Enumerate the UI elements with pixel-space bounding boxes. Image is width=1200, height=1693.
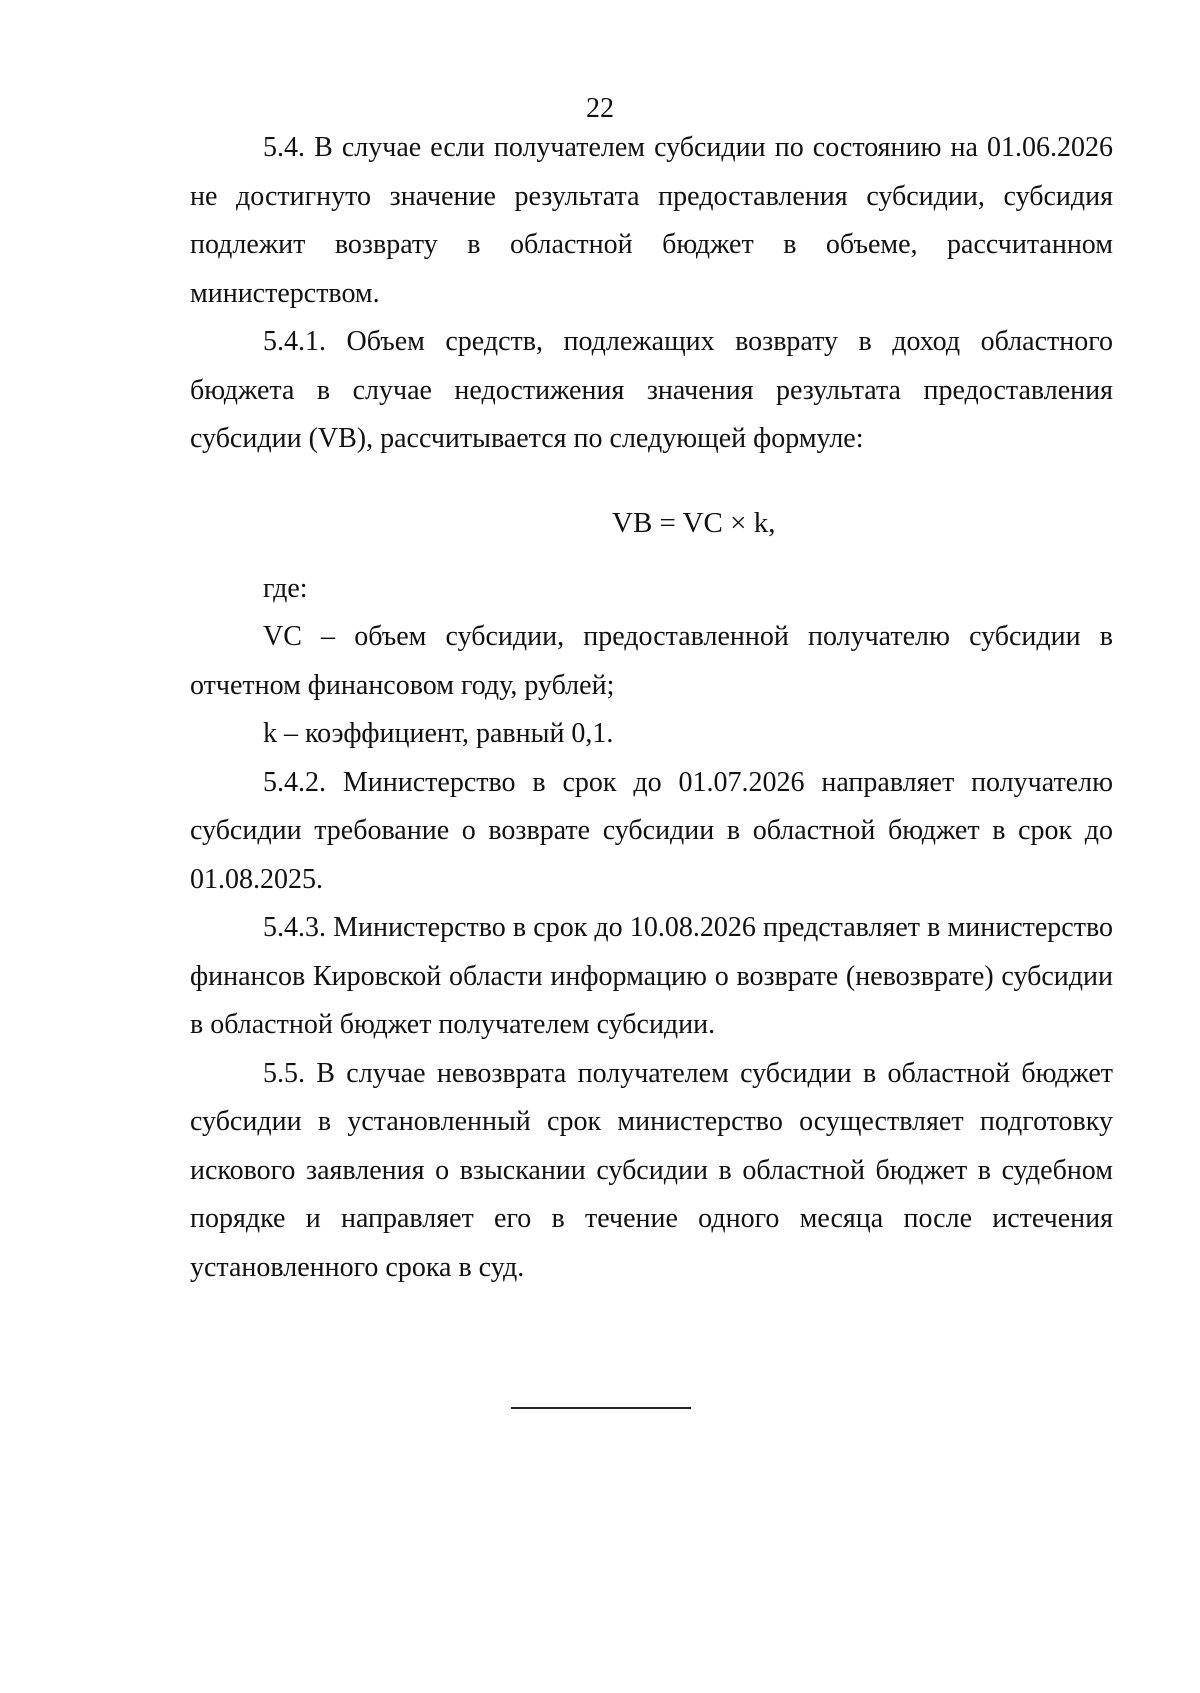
end-separator-line <box>511 1407 691 1409</box>
paragraph-5-4-3: 5.4.3. Министерство в срок до 10.08.2026 представляет в министерство финансов Кировской области информацию о возврате (невозврате) субсидии в областной бюджет получателем субсидии. <box>190 912 1113 1040</box>
definition-vc: VC – объем субсидии, предоставленной получателю субсидии в отчетном финансовом году, рублей; <box>190 621 1113 701</box>
paragraph-5-4-2: 5.4.2. Министерство в срок до 01.07.2026 направляет получателю субсидии требование о возврате субсидии в областной бюджет в срок до 01.08.2025. <box>190 766 1113 895</box>
where-label: где: <box>263 572 308 604</box>
page-number: 22 <box>586 93 614 124</box>
document-body <box>190 124 1113 1292</box>
paragraph-5-4: 5.4. В случае если получателем субсидии по состоянию на 01.06.2026 не достигнуто значение результата предоставления субсидии, субсидия подлежит возврату в областной бюджет в объеме, рассчитанном министерством. <box>190 132 1113 309</box>
paragraph-5-5: 5.5. В случае невозврата получателем субсидии в областной бюджет субсидии в установленный срок министерство осуществляет подготовку искового заявления о взыскании субсидии в областной бюджет в судебном порядке и направляет его в течение одного месяца после истечения установленного срока в суд. <box>190 1057 1113 1283</box>
formula: VB = VC × k, <box>612 506 776 539</box>
paragraph-5-4-1: 5.4.1. Объем средств, подлежащих возврату в доход областного бюджета в случае недостижения значения результата предоставления субсидии (VB), рассчитывается по следующей формуле: <box>190 326 1113 454</box>
definition-k: k – коэффициент, равный 0,1. <box>263 718 614 749</box>
